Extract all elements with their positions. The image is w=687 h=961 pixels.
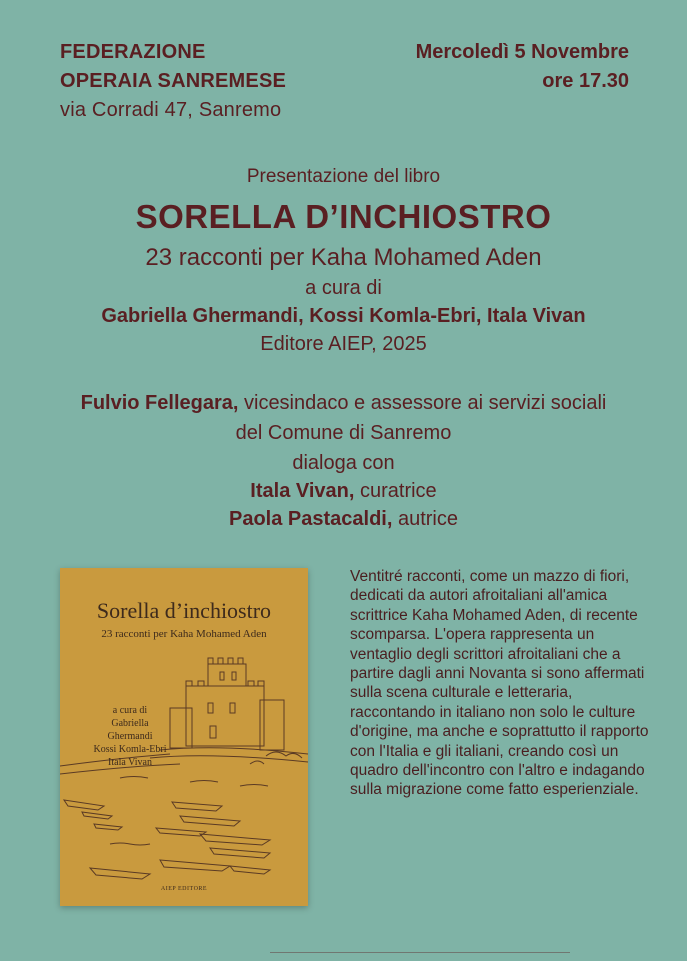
organizer-name-line2: OPERAIA SANREMESE	[60, 70, 287, 92]
speaker-pastacaldi	[0, 508, 687, 531]
cover-curators-label: a cura di	[112, 705, 148, 716]
curated-by-label: a cura di	[305, 277, 382, 299]
speaker-name: Itala Vivan,	[250, 480, 355, 502]
organizer-name-line1: FEDERAZIONE	[60, 41, 206, 63]
speaker-name: Paola Pastacaldi,	[228, 508, 393, 530]
cover-curator: Gabriella Ghermandi	[107, 718, 153, 742]
dialogue-label: dialoga con	[292, 452, 395, 474]
publisher-info: Editore AIEP, 2025	[260, 333, 427, 355]
speaker-vivan	[0, 480, 687, 503]
curators-list: Gabriella Ghermandi, Kossi Komla-Ebri, Itala Vivan	[101, 305, 586, 327]
book-description: Ventitré racconti, come un mazzo di fiori, dedicati da autori afroitaliani all'amica scrittrice Kaha Mohamed Aden, di recente scomparsa. L'opera rappresenta un ventaglio degli scrittori afroitaliani che a partire dagli anni Novanta si sono affermati sulla scena culturale e letteraria, raccontando in italiano non solo le culture d'origine, ma anche e soprattutto il rapporto con l'Italia e gli italiani, creando così un quadro dell'incontro con l'altro e indagando sulla migrazione come fatto esperienziale.	[350, 568, 649, 799]
speaker-role: vicesindaco e assessore ai servizi sociali	[238, 392, 607, 414]
cover-subtitle: 23 racconti per Kaha Mohamed Aden	[101, 628, 267, 640]
speaker-role: autrice	[392, 508, 458, 530]
cover-title: Sorella d’inchiostro	[96, 598, 272, 623]
speaker-role-continued: del Comune di Sanremo	[235, 422, 452, 444]
event-time: ore 17.30	[542, 70, 629, 92]
speaker-fellegara	[0, 392, 687, 415]
cover-publisher: AIEP EDITORE	[160, 886, 208, 892]
cover-curator: Itala Vivan	[108, 757, 152, 768]
book-title-heading: SORELLA D’INCHIOSTRO	[135, 198, 552, 235]
event-datetime	[416, 38, 629, 96]
speaker-name: Fulvio Fellegara,	[80, 392, 239, 414]
speaker-role: curatrice	[354, 480, 437, 502]
book-subtitle: 23 racconti per Kaha Mohamed Aden	[145, 244, 542, 271]
event-date: Mercoledì 5 Novembre	[415, 41, 629, 63]
cover-curators	[88, 704, 172, 769]
cover-curator: Kossi Komla-Ebri	[93, 744, 167, 755]
organizer-address: via Corradi 47, Sanremo	[60, 99, 282, 121]
organizer-block	[60, 38, 286, 125]
book-cover	[60, 568, 308, 906]
presentation-intro: Presentazione del libro	[246, 166, 441, 187]
